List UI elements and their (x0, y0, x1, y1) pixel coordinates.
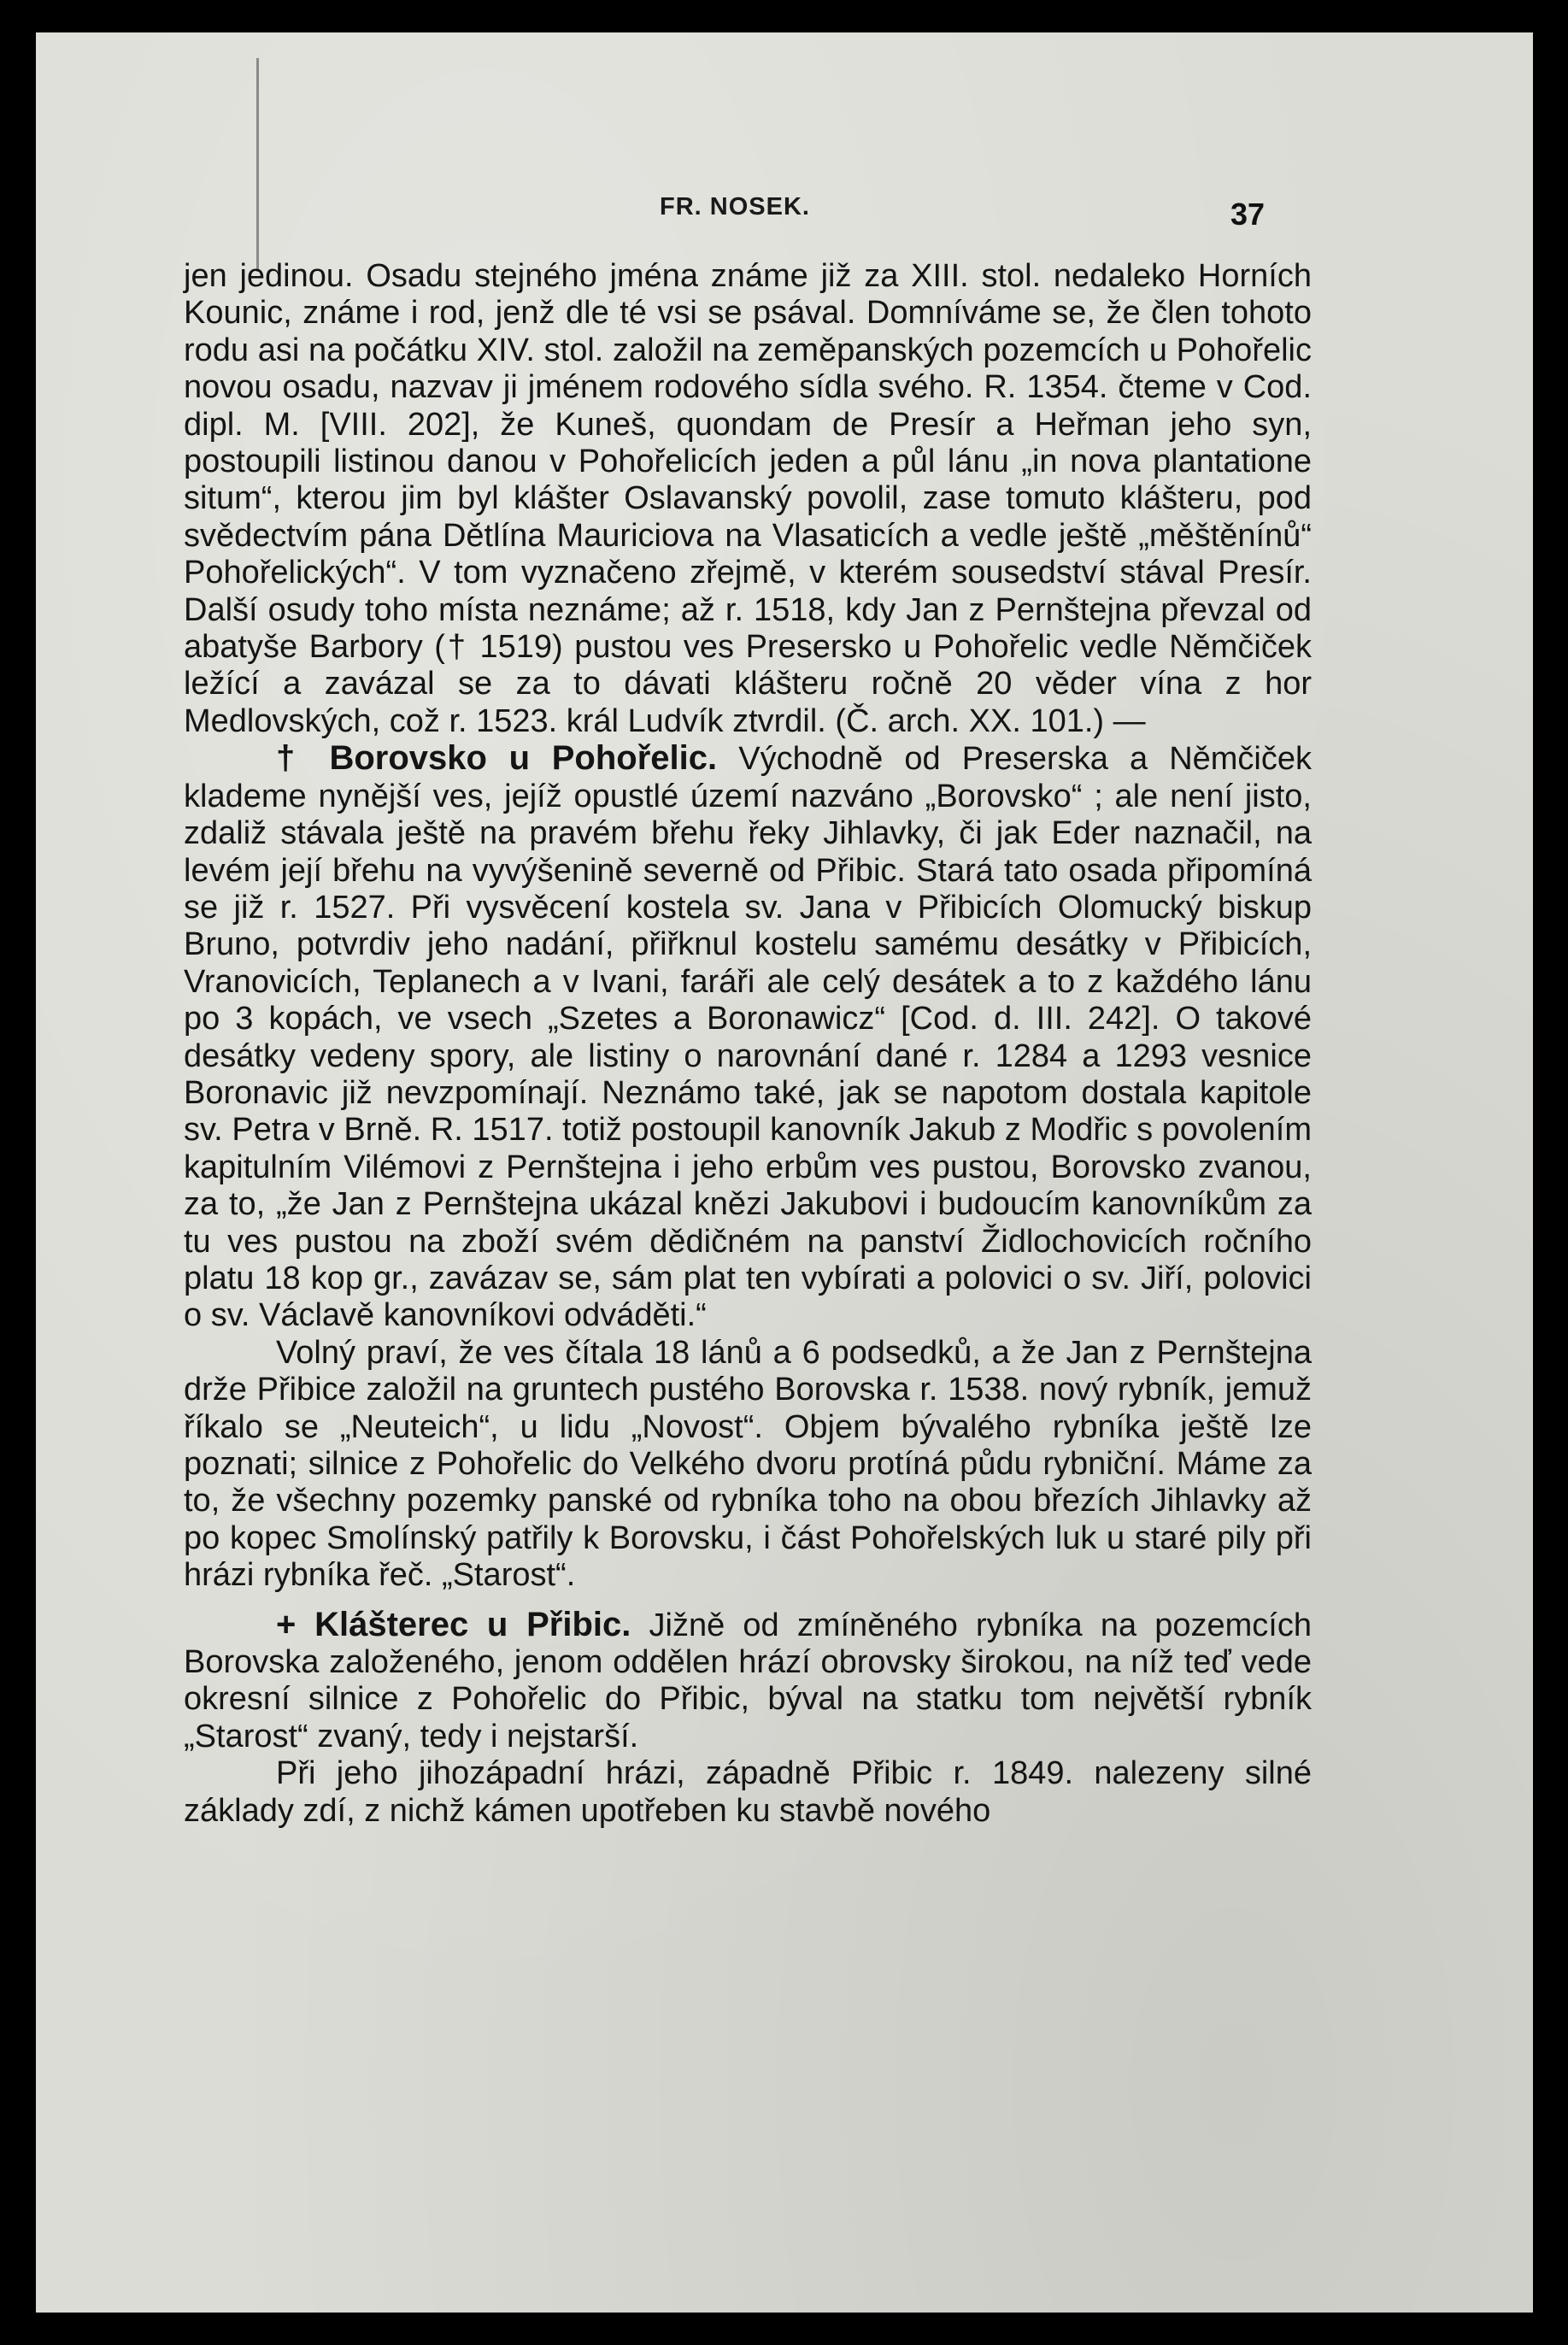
scan-artifact-line (256, 58, 259, 272)
section-heading-klasterec: + Klášterec u Přibic. (276, 1605, 631, 1643)
body-text (184, 258, 1312, 1830)
page-number: 37 (1230, 197, 1266, 232)
paragraph-presersko (184, 258, 1312, 740)
book-page (36, 32, 1533, 2313)
paragraph-text: Jižně od zmíněného rybníka na pozemcích Borovska založeného, jenom oddělen hrází obrovsky širokou, na níž teď vede okresní silnice z Pohořelic do Přibic, býval na statku tom největší rybník „Starost“ zvaný, tedy i nejstarší. (184, 1607, 1313, 1754)
running-head: FR. NOSEK. (660, 193, 810, 220)
paragraph-volny (184, 1335, 1312, 1595)
paragraph-text: Při jeho jihozápadní hrázi, západně Přibic r. 1849. nalezeny silné základy zdí, z nichž kámen upotřeben ku stavbě nového (184, 1755, 1312, 1829)
paragraph-hraz (184, 1755, 1312, 1830)
paragraph-borovsko (184, 740, 1312, 1335)
section-heading-borovsko: † Borovsko u Pohořelic. (276, 739, 718, 778)
paragraph-text: jen jedinou. Osadu stejného jména známe již za XIII. stol. nedaleko Horních Kounic, známe i rod, jenž dle té vsi se psával. Domníváme se, že člen tohoto rodu asi na počátku XIV. stol. založil na zeměpanských pozemcích u Pohořelic novou osadu, nazvav ji jménem rodového sídla svého. R. 1354. čteme v Cod. dipl. M. [VIII. 202], že Kuneš, quondam de Presír a Heřman jeho syn, postoupili listinou danou v Pohořelicích jeden a půl lánu „in nova plantatione situm“, kterou jim byl klášter Oslavanský povolil, zase tomuto klášteru, pod svědectvím pána Dětlína Mauriciova na Vlasaticích a vedle ještě „měštěnínů“ Pohořelických“. V tom vyznačeno zřejmě, v kterém sousedství stával Presír. Další osudy toho místa neznáme; až r. 1518, kdy Jan z Pernštejna převzal od abatyše Barbory († 1519) pustou ves Presersko u Pohořelic vedle Němčiček ležící a zavázal se za to dávati klášteru ročně 20 věder vína z hor Medlovských, což r. 1523. král Ludvík ztvrdil. (Č. arch. XX. 101.) — (184, 258, 1312, 739)
paragraph-text: Volný praví, že ves čítala 18 lánů a 6 podsedků, a že Jan z Pernštejna drže Přibice založil na gruntech pustého Borovska r. 1538. nový rybník, jemuž říkalo se „Neuteich“, u lidu „Novost“. Objem bývalého rybníka ještě lze poznati; silnice z Pohořelic do Velkého dvoru protíná půdu rybniční. Máme za to, že všechny pozemky panské od rybníka toho na obou březích Jihlavky až po kopec Smolínský patřily k Borovsku, i část Pohořelských luk u staré pily při hrázi rybníka řeč. „Starost“. (184, 1334, 1312, 1594)
page-header (36, 176, 1533, 232)
paragraph-text: Východně od Preserska a Němčiček klademe nynější ves, jejíž opustlé území nazváno „Borovsko“ ; ale není jisto, zdaliž stávala ještě na pravém břehu řeky Jihlavky, či jak Eder naznačil, na levém její břehu na vyvýšenině severně od Přibic. Stará tato osada připomíná se již r. 1527. Při vysvěcení kostela sv. Jana v Přibicích Olomucký biskup Bruno, potvrdiv jeho nadání, přiřknul kostelu samému desátky v Přibicích, Vranovicích, Teplanech a v Ivani, faráři ale celý desátek a to z každého lánu po 3 kopách, ve vsech „Szetes a Boronawicz“ [Cod. d. III. 242]. O takové desátky vedeny spory, ale listiny o narovnání dané r. 1284 a 1293 vesnice Boronavic již nevzpomínají. Neznámo také, jak se napotom dostala kapitole sv. Petra v Brně. R. 1517. totiž postoupil kanovník Jakub z Modřic s povolením kapitulním Vilémovi z Pernštejna i jeho erbům ves pustou, Borovsko zvanou, za to, „že Jan z Pernštejna ukázal knězi Jakubovi i budoucím kanovníkům za tu ves pustou na zboží svém dědičném na panství Židlochovicích ročního platu 18 kop gr., zavázav se, sám plat ten vybírati a polovici o sv. Jiří, polovici o sv. Václavě kanovníkovi odváděti.“ (184, 741, 1313, 1334)
paragraph-klasterec (184, 1607, 1312, 1756)
